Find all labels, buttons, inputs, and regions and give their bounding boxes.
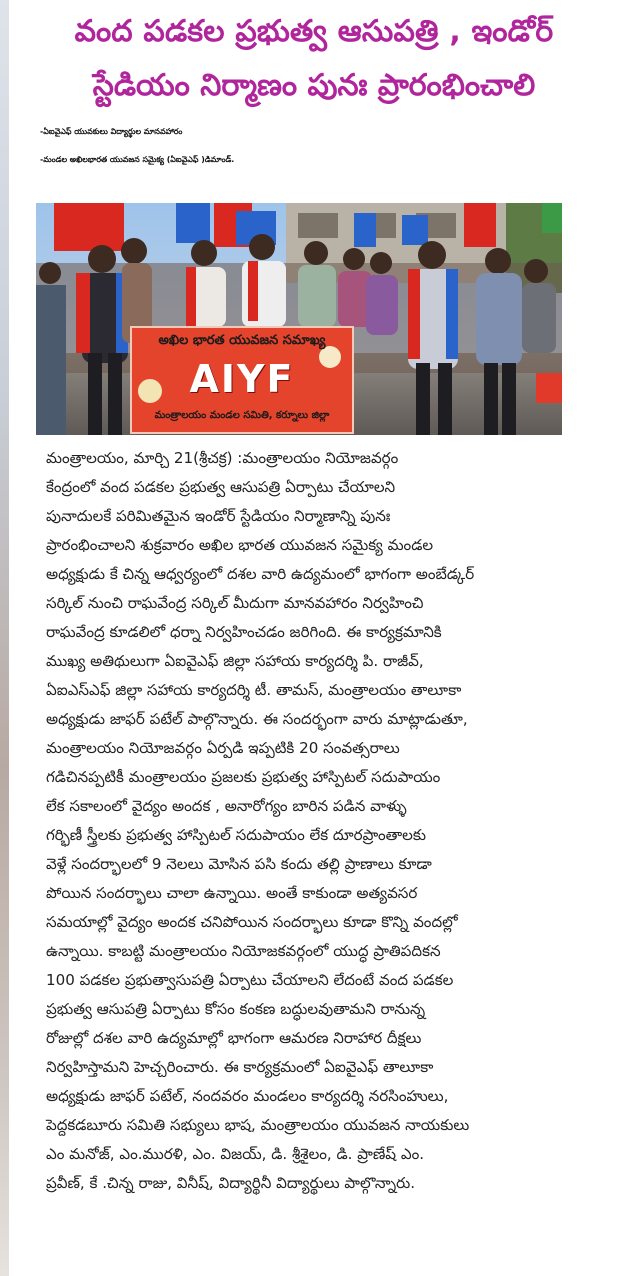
body-line: నిర్వహిస్తామని హెచ్చరించారు. ఈ కార్యక్రమంలో ఏఐవైఎఫ్ తాలూకా [46, 1058, 434, 1076]
body-line: పోయిన సందర్భాలు చాలా ఉన్నాయి. అంతే కాకుండా అత్యవసర [46, 884, 418, 902]
body-line: వెళ్లే సందర్భాలలో 9 నెలలు మోసిన పసి కందు తల్లి ప్రాణాలు కూడా [46, 855, 432, 873]
body-line: ఉన్నాయి. కాబట్టి మంత్రాలయం నియోజకవర్గంలో యుద్ధ ప్రాతిపదికన [46, 942, 441, 960]
subhead-1: -ఏఐవైఎఫ్ యువకులు విద్యార్థుల మానవహారం [40, 127, 183, 136]
body-line: కేంద్రంలో వంద పడకల ప్రభుత్వ ఆసుపత్రి ఏర్పాటు చేయాలని [46, 478, 396, 496]
subheads [14, 118, 614, 174]
body-line: రాఘవేంద్ర కూడలిలో ధర్నా నిర్వహించడం జరిగింది. ఈ కార్యక్రమానికి [46, 623, 442, 641]
body-line: ప్రవీణ్, కే .చిన్న రాజు, వినీష్, విద్యార్థినీ విద్యార్థులు పాల్గొన్నారు. [46, 1174, 416, 1192]
body-line: అధ్యక్షుడు కే చిన్న ఆధ్వర్యంలో దశల వారి ఉద్యమంలో భాగంగా అంబేడ్కర్ [46, 565, 475, 583]
body-line: గడిచినప్పటికీ మంత్రాలయం ప్రజలకు ప్రభుత్వ హాస్పిటల్ సదుపాయం [46, 768, 441, 786]
body-line: ఎం మనోజ్, ఎం.మురళి, ఎం. విజయ్, డి. శ్రీశైలం, డి. ప్రాణేష్ ఎం. [46, 1145, 425, 1163]
body-line: గర్భిణీ స్త్రీలకు ప్రభుత్వ హాస్పిటల్ సదుపాయం లేక దూరప్రాంతాలకు [46, 826, 426, 844]
body-line: లేక సకాలంలో వైద్యం అందక , అనారోగ్యం బారిన పడిన వాళ్ళు [46, 797, 407, 815]
banner-line-3: మంత్రాలయం మండల సమితి, కర్నూలు జిల్లా [154, 410, 330, 421]
body-line: ప్రారంభించాలని శుక్రవారం అఖిల భారత యువజన సమైక్య మండల [46, 536, 434, 554]
blue-flag [176, 203, 210, 243]
banner-line-1: అఖిల భారత యువజన సమాఖ్య [158, 333, 326, 348]
body-line: పునాదులకే పరిమితమైన ఇండోర్ స్టేడియం నిర్మాణాన్ని పునః [46, 507, 391, 525]
body-line: అధ్యక్షుడు జాఫర్ పటేల్ పాల్గొన్నారు. ఈ సందర్భంగా వారు మాట్లాడుతూ, [46, 710, 468, 728]
body-line: ఏఐఎస్ఎఫ్ జిల్లా సహాయ కార్యదర్శి టీ. తామస్, మంత్రాలయం తాలూకా [46, 681, 462, 699]
page-edge-strip [0, 0, 9, 1276]
article-body [46, 444, 570, 1198]
subhead-2: -మండల అఖిలభారత యువజన సమైక్య (ఏఐవైఎఫ్ )డిమాండ్. [40, 155, 235, 164]
body-line: సమయాల్లో వైద్యం అందక చనిపోయిన సందర్భాలు కూడా కొన్ని వందల్లో [46, 913, 458, 931]
body-line: రోజుల్లో దశల వారి ఉద్యమాల్లో భాగంగా ఆమరణ నిరాహార దీక్షలు [46, 1029, 422, 1047]
red-flag [54, 203, 124, 251]
body-line: ప్రభుత్వ ఆసుపత్రి ఏర్పాటు కోసం కంకణ బద్ధులవుతామని రానున్న [46, 1000, 426, 1018]
banner-logo-text: AIYF [189, 357, 295, 401]
news-article [14, 0, 614, 174]
body-line: సర్కిల్ నుంచి రాఘవేంద్ర సర్కిల్ మీదుగా మానవహారం నిర్వహించి [46, 594, 424, 612]
body-line: ముఖ్య అతిథులుగా ఏఐవైఎఫ్ జిల్లా సహాయ కార్యదర్శి పి. రాజీవ్, [46, 652, 424, 670]
body-line: అధ్యక్షుడు జాఫర్ పటేల్, నందవరం మండలం కార్యదర్శి నరసింహులు, [46, 1087, 449, 1105]
headline-line-1: వంద పడకల ప్రభుత్వ ఆసుపత్రి , ఇండోర్ [74, 14, 554, 49]
body-line: పెద్దకడబూరు సమితి సభ్యులు భాష, మంత్రాలయం యువజన నాయకులు [46, 1116, 470, 1134]
body-line: 100 పడకల ప్రభుత్వాసుపత్రి ఏర్పాటు చేయాలని లేదంటే వంద పడకల [46, 971, 454, 989]
body-line: మంత్రాలయం నియోజవర్గం ఏర్పడి ఇప్పటికి 20 సంవత్సరాలు [46, 739, 400, 757]
headline-line-2: స్టేడియం నిర్మాణం పునః ప్రారంభించాలి [92, 68, 536, 103]
body-line: మంత్రాలయం, మార్చి 21(శ్రీచక్ర) :మంత్రాలయం నియోజవర్గం [46, 449, 399, 467]
banner-text [131, 327, 353, 433]
